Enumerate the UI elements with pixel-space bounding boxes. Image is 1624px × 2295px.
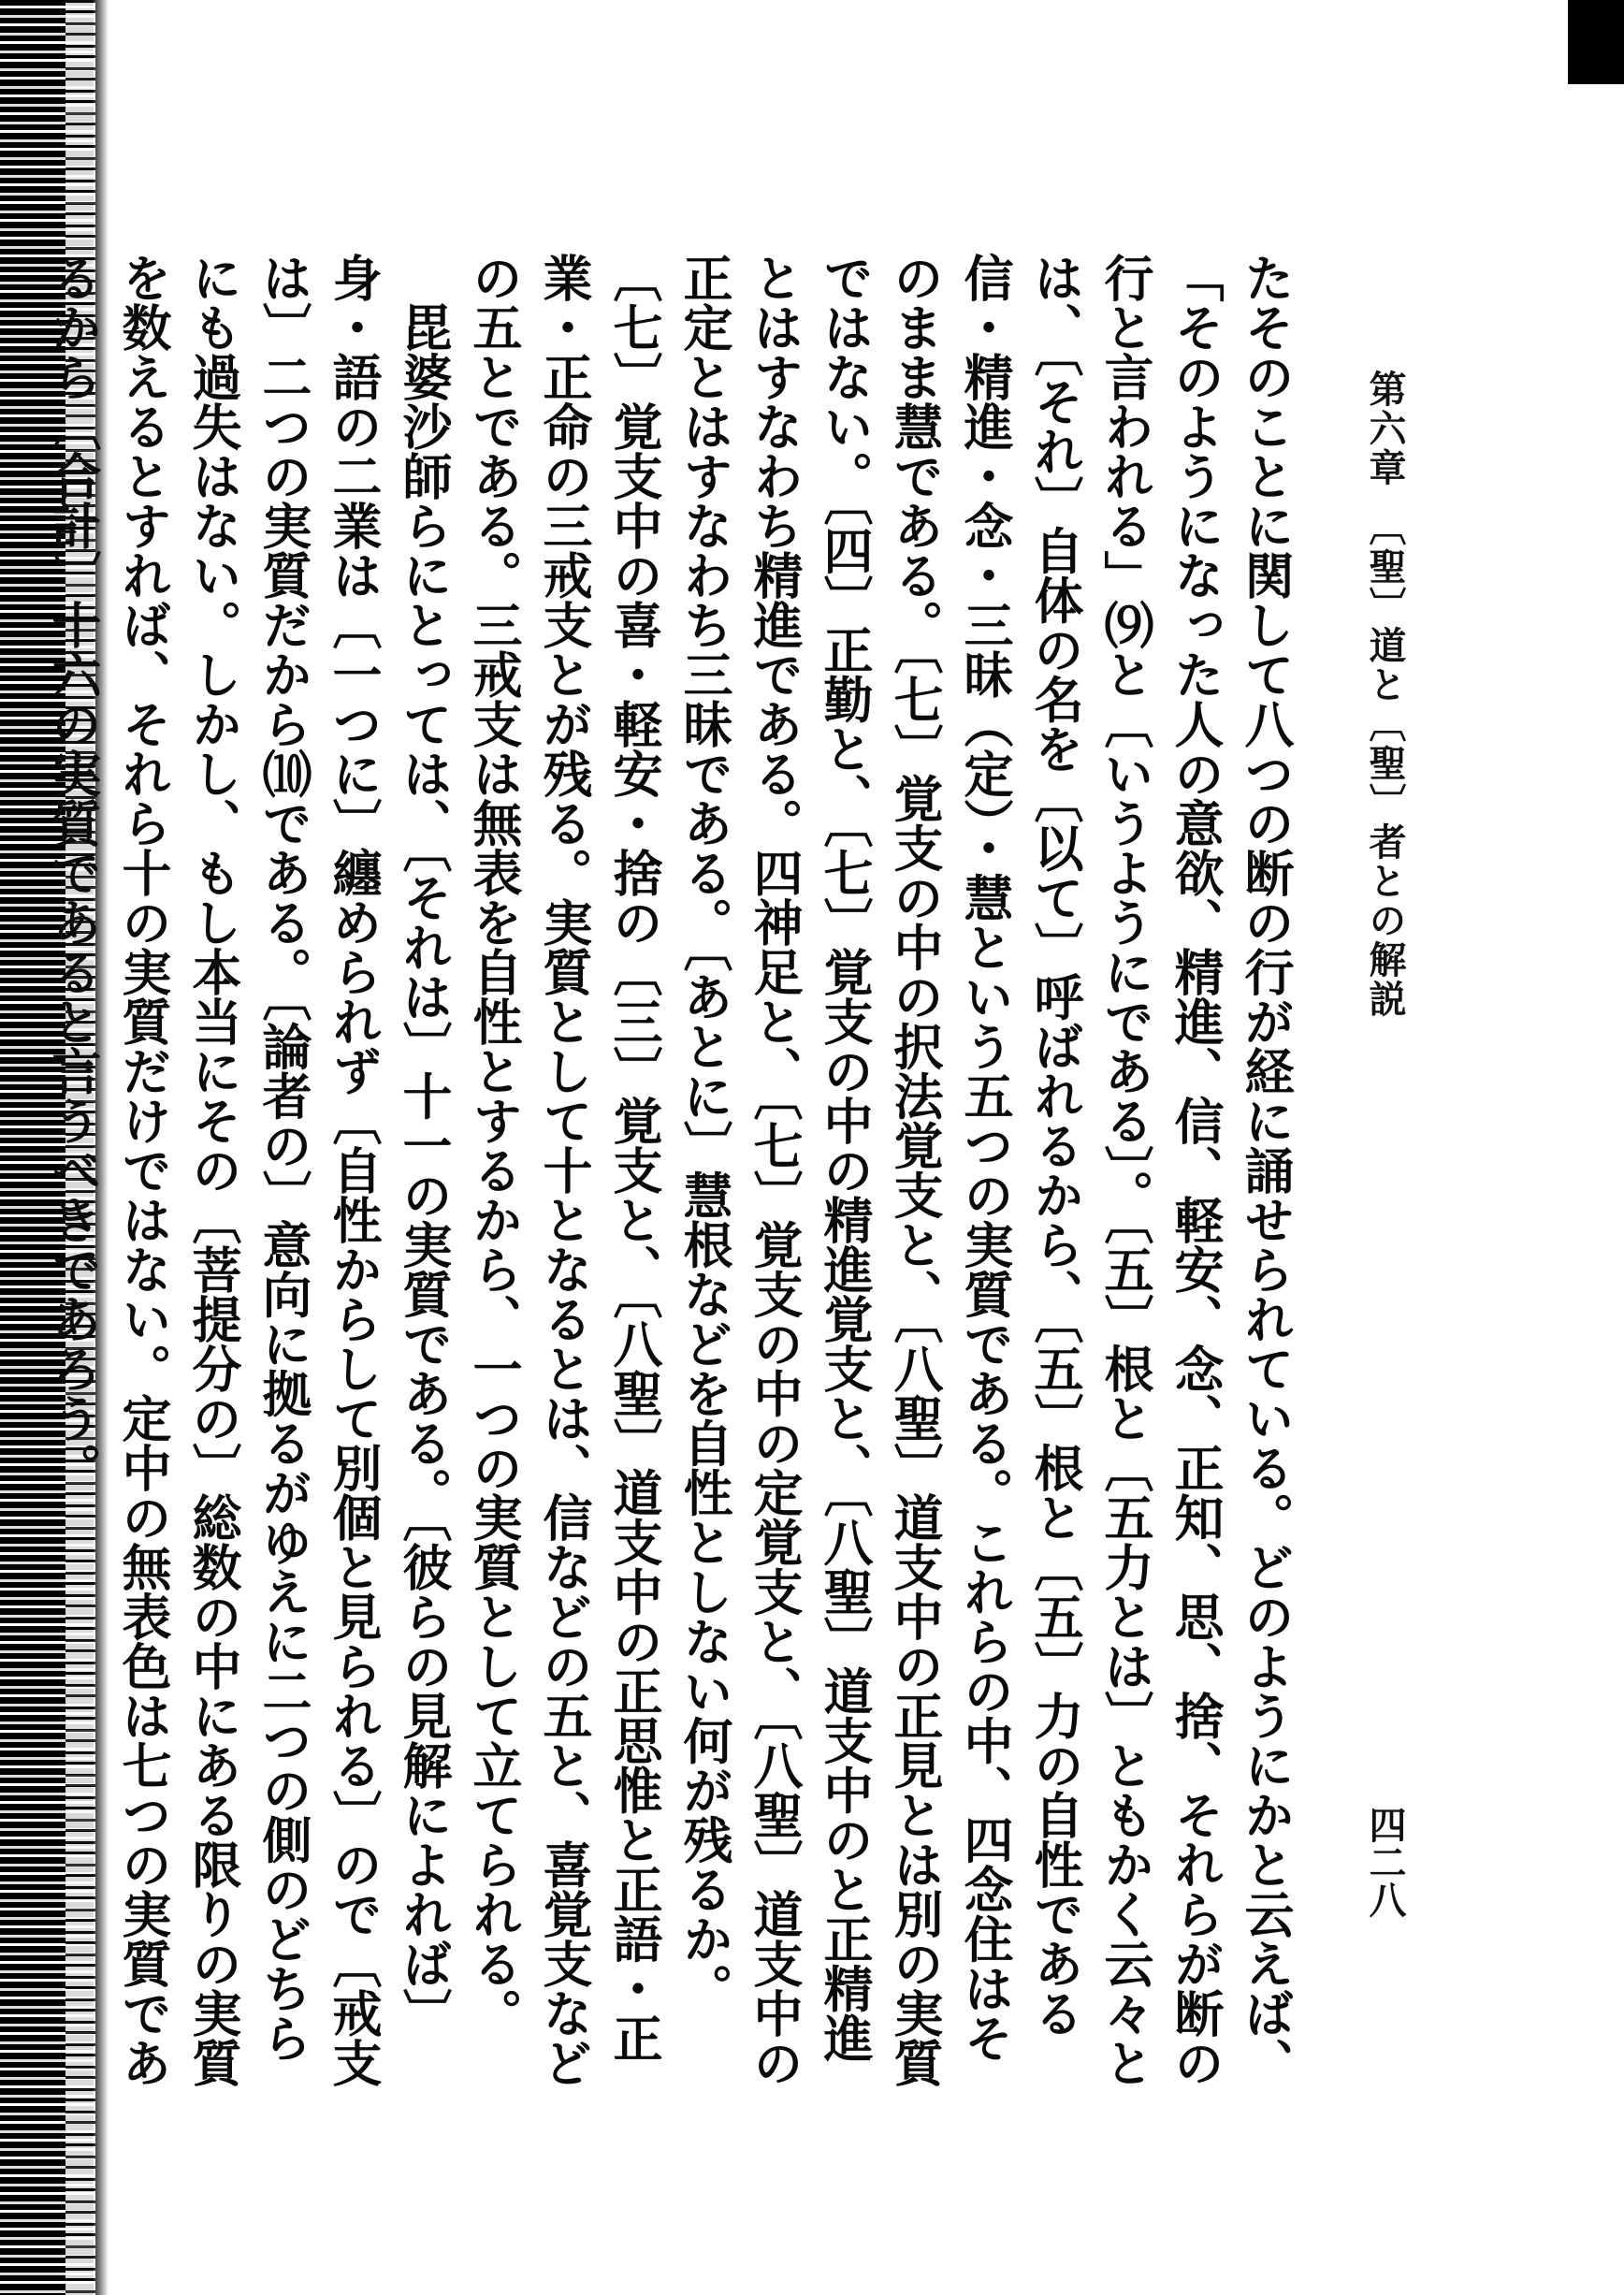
paragraph-1: たそのことに関して八つの断の行が経に誦せられている。どのようにかと云えば、「そのようになった人の意欲、精進、信、軽安、念、正知、思、捨、それらが断の行と言われる」⑼と〔いうようにである〕。〔五〕根と〔五力とは〕ともかく云々とは、〔それ〕自体の名を〔以て〕呼ばれるから、〔五〕根と〔五〕力の自性である信・精進・念・三昧（定）・慧という五つの実質である。これらの中、四念住はそのまま慧である。〔七〕覚支の中の択法覚支と、〔八聖〕道支中の正見とは別の実質ではない。〔四〕正勤と、〔七〕覚支の中の精進覚支と、〔八聖〕道支中のと正精進とはすなわち精進である。四神足と、〔七〕覚支の中の定覚支と、〔八聖〕道支中の正定とはすなわち三昧である。〔あとに〕慧根などを自性としない何が残るか。〔七〕覚支中の喜・軽安・捨の〔三〕覚支と、〔八聖〕道支中の正思惟と正語・正業・正命の三戒支とが残る。実質として十となるとは、信などの五と、喜覚支などの五とである。三戒支は無表を自性とするから、一つの実質として立てられる。 bbox=[465, 253, 1295, 2087]
page-number: 四二八 bbox=[1363, 1806, 1407, 1918]
paragraph-2: 毘婆沙師らにとっては、〔それは〕十一の実質である。〔彼らの見解によれば〕身・語の二業は〔一つに〕纏められず〔自性からして別個と見られる〕ので〔戒支は〕二つの実質だから⑽である。〔論者の〕意向に拠るがゆえに二つの側のどちらにも過失はない。しかし、もし本当にその〔菩提分の〕総数の中にある限りの実質を数えるとすれば、それら十の実質だけではない。定中の無表色は七つの実質であるから〔合計〕十六の実質であると言うべきであろう。 bbox=[44, 253, 453, 2087]
scan-corner bbox=[1568, 0, 1624, 84]
running-header: 第六章 〔聖〕道と〔聖〕者との解説 bbox=[1363, 370, 1407, 1019]
body-text bbox=[44, 253, 1300, 2105]
